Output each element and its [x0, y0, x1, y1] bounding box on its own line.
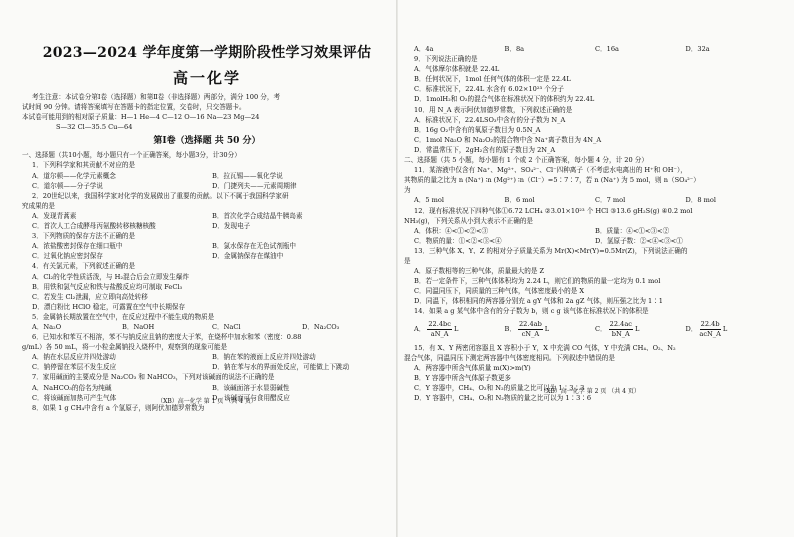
- option: A．发现青蒿素: [32, 211, 77, 220]
- option: D．8 mol: [685, 196, 717, 205]
- option: B．16g O₂中含有的氧原子数目为 0.5N_A: [414, 125, 541, 134]
- unit: L: [544, 325, 550, 334]
- option: B．用铁和氯气反应和铁与盐酸反应均可制取 FeCl₃: [32, 282, 183, 291]
- option: A．浓盐酸密封保存在细口瓶中: [32, 242, 123, 251]
- options-row: [22, 171, 392, 181]
- option: D．常温常压下，2gH₂含有的原子数目为 2N_A: [414, 145, 556, 154]
- option: D．1molH₂和 O₂的混合气体在标准状况下的体积约为 22.4L: [414, 95, 595, 104]
- option: C．首次人工合成酵母丙氨酸转移核糖核酸: [32, 222, 156, 231]
- option: D．该碱面可与食用醋反应: [212, 393, 290, 402]
- option: D．发现电子: [212, 222, 251, 231]
- option: C．过氧化钠应密封保存: [32, 252, 103, 261]
- question-7: 7．家用碱面的主要成分是 Na₂CO₃ 和 NaHCO₃，下列对该碱面的说法不正确的是: [32, 373, 275, 382]
- notes-line: 考生注意：本试卷分第Ⅰ卷（选择题）和第Ⅱ卷（非选择题）两部分，满分 100 分，考: [32, 93, 281, 101]
- question-15-cont: 混合气体，同温同压下测定两容器中气体密度相同。下列叙述中错误的是: [404, 353, 615, 362]
- denominator: bN_A: [611, 330, 630, 339]
- unit: L: [634, 325, 640, 334]
- notes-line: 本试卷可能用到的相对原子质量：H—1 He—4 C—12 O—16 Na—23 Mg—24: [22, 113, 260, 122]
- option: B．拉瓦锡——氧化学说: [212, 171, 283, 180]
- option: A．NaHCO₃的俗名为纯碱: [32, 383, 112, 392]
- option: C．同温同压下，同质量的三种气体，气体密度最小的是 X: [414, 287, 585, 296]
- part-one-title: 第Ⅰ卷（选择题 共 50 分）: [153, 136, 261, 147]
- option-label: B．: [504, 325, 516, 334]
- question-5: 5．金属钠长期放置在空气中，在反应过程中不能生成的物质是: [32, 312, 215, 321]
- question-4: 4．有关氯元素，下列叙述正确的是: [32, 262, 136, 271]
- question-1: 1．下列科学家和其贡献不对应的是: [32, 161, 136, 170]
- denominator: aN_A: [430, 330, 449, 339]
- option: B．8a: [504, 45, 525, 53]
- option: B．若一定条件下，三种气体体积均为 2.24 L，则它们的物质的量一定均为 0.1 mol: [414, 277, 661, 286]
- option: C．1mol Na₂O 和 Na₂O₂的混合物中含 Na⁺离子数目为 4N_A: [414, 135, 602, 144]
- option: D．氢原子数：②<④<③<①: [595, 236, 683, 245]
- question-11-cont: 其物质的量之比为 n (Na⁺) ∶n (Mg²⁺) ∶n（Cl⁻）=5∶7∶7，若 n (Na⁺) 为 5 mol，则 n（SO₄²⁻）: [404, 176, 700, 185]
- option: [595, 320, 686, 339]
- right-page: [404, 0, 776, 403]
- option: C．道尔顿——分子学说: [32, 181, 103, 190]
- option: A．Na₂O: [32, 322, 62, 331]
- options-row: [404, 317, 776, 343]
- option: A．5 mol: [414, 196, 444, 205]
- options-row: [22, 322, 392, 332]
- question-9: 9．下列说法正确的是: [414, 55, 478, 64]
- options-row: [22, 241, 392, 251]
- notes-line: S—32 Cl—35.5 Cu—64: [56, 123, 133, 132]
- section-heading: 一、选择题（共10小题，每小题只有一个正确答案，每小题3分，计30分）: [22, 151, 241, 160]
- fraction: [699, 320, 720, 339]
- question-11: 11．某溶液中仅含有 Na⁺、Mg²⁺、SO₄²⁻、Cl⁻四种离子（不考虑水电离出的 H⁺和 OH⁻），: [414, 166, 687, 175]
- option: [505, 320, 596, 339]
- question-11-cont: 为: [404, 186, 411, 195]
- question-14: 14．如果 a g 某气体中含有的分子数为 b，则 c g 该气体在标准状况下的体积是: [414, 307, 649, 316]
- option: B．该碱面溶于水显弱碱性: [212, 383, 290, 392]
- option: B．任何状况下，1mol 任何气体的体积一定是 22.4L: [414, 75, 571, 84]
- denominator: cN_A: [521, 330, 540, 339]
- option: A．原子数相等的三种气体，质量最大的是 Z: [414, 267, 545, 276]
- option: B．Y 容器中所含气体原子数更多: [414, 373, 512, 382]
- option: C．Y 容器中，CH₄、O₂和 N₂的质量之比可以为 1∶3∶3: [414, 383, 585, 392]
- question-15: 15．有 X、Y 两密闭容器且 X 容积小于 Y，X 中充满 CO 气体，Y 中充满 CH₄、O₂、N₂: [414, 343, 676, 352]
- option: B．质量：④<①<③<②: [595, 226, 670, 235]
- page-footer: （XB）高一化学 第 1 页 （共 4 页）: [157, 397, 257, 405]
- option: A．道尔顿——化学元素概念: [32, 171, 116, 180]
- numerator: 22.4b: [700, 320, 720, 329]
- question-13: 13．三种气体 X、Y、Z 的相对分子质量关系为 Mr(X)<Mr(Y)=0.5Mr(Z)，下列说法正确的: [414, 246, 688, 255]
- option: A．钠在水层反应并四处游动: [32, 353, 116, 362]
- option: D．金属钠保存在煤油中: [212, 252, 284, 261]
- option: C．若发生 Cl₂泄漏，应立即向高处转移: [32, 292, 148, 301]
- option: D．漂白粉比 HClO 稳定，可露置在空气中长期保存: [32, 302, 186, 311]
- fraction: [609, 320, 633, 339]
- options-row: [22, 352, 392, 362]
- option: C．NaCl: [212, 322, 241, 331]
- question-13-cont: 是: [404, 256, 411, 265]
- option: A．体积：④<①<②<③: [414, 226, 489, 235]
- numerator: 22.4ab: [518, 320, 542, 329]
- exam-title: 2023—2024 学年度第一学期阶段性学习效果评估: [42, 45, 372, 61]
- options-row: [22, 362, 392, 372]
- options-row: [404, 226, 776, 236]
- options-row: [404, 44, 776, 54]
- option: B．NaOH: [122, 322, 155, 331]
- option: C．物质的量：①<②<③<④: [414, 236, 502, 245]
- question-2: 2．20世纪以来，我国科学家对化学的发展做出了重要的贡献。以下不属于我国科学家研: [32, 191, 289, 200]
- option: D．Y 容器中，CH₄、O₂和 N₂物质的量之比可以为 1∶3∶6: [414, 394, 592, 402]
- option: C．钠停留在苯层不发生反应: [32, 363, 117, 372]
- option-label: C．: [595, 325, 607, 334]
- option: A．两容器中所含气体质量 m(X)>m(Y): [414, 363, 531, 372]
- question-6: 6．已知水和苯互不相溶，苯不与钠反应且钠的密度大于苯，在烧杯中加水和苯（密度：0.88: [32, 333, 302, 342]
- question-2-cont: 究成果的是: [22, 201, 55, 210]
- options-row: [22, 383, 392, 393]
- fraction: [518, 320, 543, 339]
- option: D．钠在苯与水的界面处反应，可能做上下跳动: [212, 363, 350, 372]
- fraction: [427, 320, 452, 339]
- denominator: acN_A: [699, 330, 721, 339]
- option-label: D．: [685, 325, 698, 334]
- option: A．气体摩尔体积就是 22.4L: [414, 65, 500, 74]
- option: B．钠在苯的液面上反应并四处游动: [212, 353, 316, 362]
- question-3: 3．下列物质的保存方法不正确的是: [32, 232, 136, 241]
- page-fold: [396, 0, 398, 537]
- option: [414, 320, 505, 339]
- option: C．16a: [595, 45, 619, 53]
- numerator: 22.4bc: [428, 320, 451, 329]
- option: A．4a: [414, 45, 434, 53]
- option: D．门捷列夫——元素周期律: [212, 181, 297, 190]
- option: D．Na₂CO₃: [302, 322, 340, 331]
- question-12: 12．现有标准状况下四种气体①6.72 LCH₄ ②3.01×10²³ 个 HCl ③13.6 gH₂S(g) ④0.2 mol: [414, 206, 693, 215]
- question-10: 10．用 N_A 表示阿伏加德罗常数，下列叙述正确的是: [414, 105, 573, 114]
- option: C．将该碱面加热可产生气体: [32, 393, 117, 402]
- question-12-cont: NH₃(g)，下列关系从小到大表示不正确的是: [404, 216, 534, 225]
- option: C．7 mol: [595, 196, 626, 205]
- option: B．6 mol: [504, 196, 535, 205]
- option: B．首次化学合成结晶牛胰岛素: [212, 211, 303, 220]
- options-row: [22, 211, 392, 221]
- page-footer: （XB）高一化学 第 2 页 （共 4 页）: [540, 388, 640, 395]
- option: B．氯水保存在无色试剂瓶中: [212, 242, 296, 251]
- option: D．同温下，体积相同的两容器分别充 a gY 气体和 2a gZ 气体，则压强之比为 1∶1: [414, 297, 663, 306]
- options-row: [22, 221, 392, 231]
- notes-line: 试时间 90 分钟。请将答案填写在答题卡的指定位置，交卷时，只交答题卡。: [22, 103, 246, 112]
- left-page: [22, 0, 392, 413]
- option: D．32a: [685, 45, 710, 53]
- option: A．Cl₂的化学性质活泼，与 H₂混合后会立即发生爆炸: [32, 272, 189, 281]
- question-8: 8．如果 1 g CH₄中含有 a 个氢原子，则阿伏加德罗常数为: [32, 403, 205, 412]
- option: A．标准状况下，22.4LSO₃中含有的分子数为 N_A: [414, 115, 566, 124]
- options-row: [22, 251, 392, 261]
- options-row: [22, 181, 392, 191]
- section-heading: 二、选择题（共 5 小题，每小题有 1 个或 2 个正确答案，每小题 4 分，计 20 分）: [404, 156, 648, 165]
- options-row: [404, 236, 776, 246]
- unit: L: [453, 325, 459, 334]
- subject-title: 高一化学: [172, 69, 241, 87]
- unit: L: [722, 325, 728, 334]
- option: [686, 320, 777, 339]
- numerator: 22.4ac: [609, 320, 632, 329]
- options-row: [404, 195, 776, 205]
- option-label: A．: [414, 325, 426, 334]
- question-6-cont: g/mL）各 50 mL，将一小粒金属钠投入烧杯中，观察到的现象可能是: [22, 343, 228, 352]
- option: C．标准状况下，22.4L 水含有 6.02×10²³ 个分子: [414, 85, 564, 94]
